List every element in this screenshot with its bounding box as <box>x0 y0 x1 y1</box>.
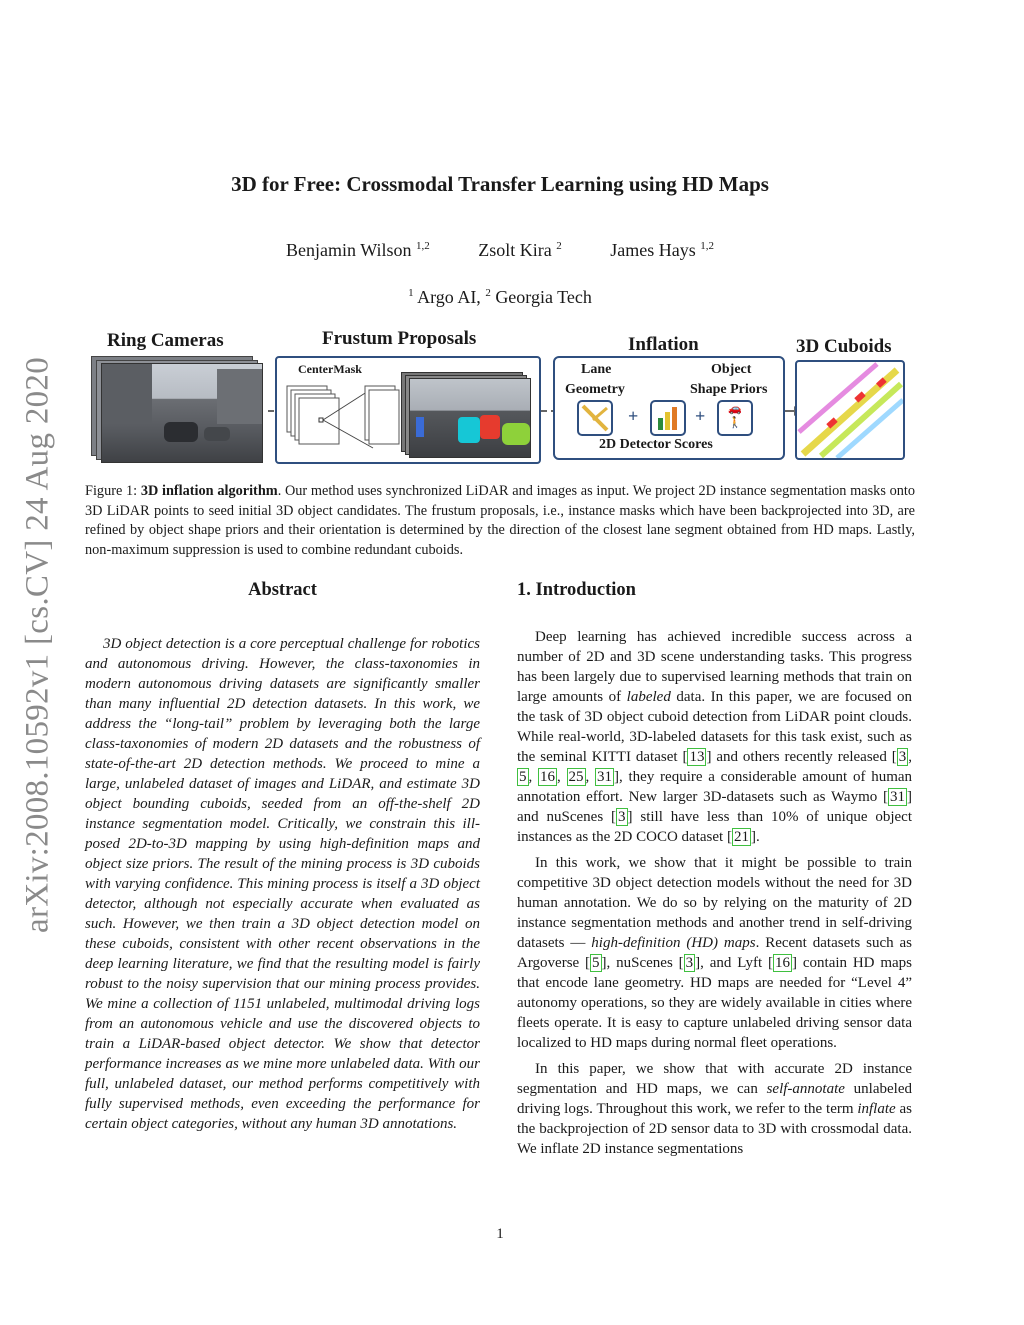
citation-link[interactable]: 3 <box>618 809 626 825</box>
detector-scores-label: 2D Detector Scores <box>599 437 713 452</box>
lane-geometry-icon <box>577 400 613 436</box>
3d-cuboids-label: 3D Cuboids <box>796 336 892 357</box>
introduction-heading: 1. Introduction <box>517 580 636 600</box>
paper-title: 3D for Free: Crossmodal Transfer Learning using HD Maps <box>231 172 769 196</box>
citation-link[interactable]: 16 <box>775 955 791 971</box>
vehicle-icon: 🚗 <box>728 403 742 415</box>
plus-sign: + <box>628 406 639 426</box>
page-number: 1 <box>496 1226 504 1242</box>
citation-link[interactable]: 5 <box>519 769 527 785</box>
figure-1 <box>85 326 915 466</box>
affiliations: $^1$ Argo AI, $^2$ Georgia Tech <box>408 287 592 307</box>
3d-cuboids-box <box>795 360 905 460</box>
figure-caption: Figure 1: 3D inflation algorithm. Our method uses synchronized LiDAR and images as input. We project 2D instance segmentation masks onto 3D LiDAR points to seed initial 3D object candidates. The frustum proposals, i.e., instance masks which have been backprojected into 3D, are refined by object shape priors and their orientation is determined by the direction of the closest lane segment obtained from HD maps. Lastly, non-maximum suppression is used to combine redundant cuboids. <box>85 483 915 558</box>
intro-paragraph: In this work, we show that it might be possible to train competitive 3D object detection models without the need for 3D human annotation. We do so by relying on the maturity of 2D instance segmentation methods and another trend in self-driving datasets — high-definition (HD) maps. Recent datasets such as Argoverse [ 5 ], nuScenes [ 3 ], and Lyft [ 16 ] contain HD maps that encode lane geometry. HD maps are needed for “Level 4” autonomy operations, so they are widely available in cities where fleets operate. It is easy to capture unlabeled driving sensor data localized to HD maps during normal fleet operations. <box>517 855 913 1051</box>
geometry-label: Geometry <box>565 382 625 397</box>
centermask-network-diagram <box>283 378 403 458</box>
intro-paragraph: In this paper, we show that with accurate 2D instance segmentation and HD maps, we can self-annotate unlabeled driving logs. Throughout this work, we refer to the term inflate as the backprojection of 2D sensor data to 3D with crossmodal data. We inflate 2D instance segmentations <box>517 1061 912 1157</box>
pedestrian-icon: 🚶 <box>728 417 742 429</box>
citation-link[interactable]: 13 <box>689 749 705 765</box>
arxiv-identifier: arXiv:2008.10592v1 [cs.CV] 24 Aug 2020 <box>19 356 56 934</box>
lane-label: Lane <box>581 362 612 377</box>
abstract-heading: Abstract <box>248 580 317 600</box>
citation-link[interactable]: 5 <box>592 955 600 971</box>
citation-link[interactable]: 31 <box>597 769 612 785</box>
inflation-box <box>553 356 785 460</box>
author: James Hays $^{1,2}$ <box>610 240 714 260</box>
plus-sign: + <box>695 406 706 426</box>
centermask-label: CenterMask <box>298 362 362 376</box>
citation-link[interactable]: 21 <box>733 829 749 845</box>
author-list <box>0 240 1000 261</box>
author: Benjamin Wilson $^{1,2}$ <box>286 240 430 260</box>
abstract-text: 3D object detection is a core perceptual challenge for robotics and autonomous driving. However, the class-taxonomies in modern autonomous driving datasets are significantly smaller than many influential 2D detection datasets. In this work, we address the “long-tail” problem by leveraging both the large class-taxonomies of modern 2D datasets and the robustness of state-of-the-art 2D detection methods. We proceed to mine a large, unlabeled dataset of images and LiDAR, and estimate 3D object bounding cuboids, seeded from an off-the-shelf 2D instance segmentation model. Critically, we constrain this ill-posed 2D-to-3D mapping by using high-definition maps and object size priors. The result of the mining process is 3D cuboids with varying confidence. This mining process is itself a 3D object detector, although not especially accurate when evaluated as such. However, we then train a 3D object detection model on these cuboids, consistent with other recent observations in the deep learning literature, we find that the resulting model is fairly robust to the noisy supervision that our mining process provides. We mine a collection of 1151 unlabeled, multimodal driving logs from an autonomous vehicle and use the discovered objects to train a LiDAR-based object detector. We show that detector performance increases as we mine more unlabeled data. With our full, unlabeled dataset, our method performs competitively with fully supervised methods, even exceeding the performance for certain object categories, without any human 3D annotations. <box>85 636 480 1132</box>
object-shape-priors-icon <box>717 400 753 436</box>
citation-link[interactable]: 25 <box>568 769 584 785</box>
shape-priors-label: Shape Priors <box>690 382 768 397</box>
citation-link[interactable]: 3 <box>898 749 907 765</box>
citation-link[interactable]: 16 <box>540 769 555 785</box>
citation-link[interactable]: 3 <box>685 955 694 971</box>
ring-cameras-label: Ring Cameras <box>107 330 224 351</box>
intro-paragraph: Deep learning has achieved incredible success across a number of 2D and 3D scene understanding tasks. This progress has been largely due to supervised learning methods that train on large amounts of labeled data. In this paper, we are focused on the task of 3D object cuboid detection from LiDAR point clouds. While real-world, 3D-labeled datasets for this task exist, such as the seminal KITTI dataset [ 13 ] and others recently released [ 3 , 5 , 16 , 25 , 31 ], they require a considerable amount of human annotation effort. New larger 3D-datasets such as Waymo [ 31 ] and nuScenes [ 3 ] still have less than 10% of unique object instances as the 2D COCO dataset [ 21 ]. <box>517 629 913 845</box>
detector-scores-icon <box>650 400 686 436</box>
inflation-label: Inflation <box>628 334 699 355</box>
frustum-proposals-label: Frustum Proposals <box>322 328 477 349</box>
author: Zsolt Kira $^2$ <box>478 240 562 260</box>
object-label: Object <box>711 362 752 377</box>
abstract-section <box>85 580 480 1134</box>
ring-camera-images <box>91 356 261 461</box>
frustum-camera-images <box>401 372 531 458</box>
cuboid-lane-map <box>797 362 903 458</box>
frustum-proposals-box <box>275 356 541 464</box>
introduction-section <box>517 580 912 1165</box>
citation-link[interactable]: 31 <box>890 789 905 805</box>
